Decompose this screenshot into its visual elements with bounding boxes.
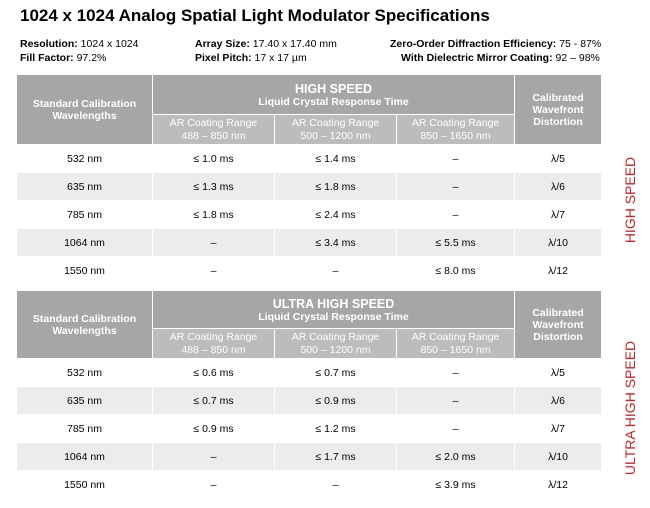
distortion-cell: λ/5: [515, 359, 602, 387]
response-cell: –: [153, 229, 275, 257]
response-cell: ≤ 8.0 ms: [397, 257, 515, 285]
table-row: [17, 387, 602, 415]
distortion-cell: λ/5: [515, 145, 602, 173]
distortion-cell: λ/10: [515, 229, 602, 257]
col-header-distortion: Calibrated Wavefront Distortion: [515, 291, 602, 359]
range-value: 488 – 850 nm: [181, 129, 246, 142]
pixel-pitch-value: 17 x 17 µm: [254, 52, 307, 64]
table-row: [17, 229, 602, 257]
range-header: [153, 115, 275, 145]
table-row: [17, 471, 602, 499]
group-header: [153, 291, 515, 329]
zero-order-label: Zero-Order Diffraction Efficiency:: [390, 38, 557, 50]
response-cell: ≤ 0.7 ms: [275, 359, 397, 387]
range-label: AR Coating Range: [169, 331, 258, 344]
distortion-cell: λ/6: [515, 173, 602, 201]
range-value: 500 – 1200 nm: [300, 343, 371, 356]
wavelength-cell: 635 nm: [17, 387, 153, 415]
range-label: AR Coating Range: [291, 331, 380, 344]
fill-factor-spec: [20, 52, 106, 64]
response-cell: –: [397, 201, 515, 229]
response-cell: –: [397, 387, 515, 415]
response-cell: ≤ 2.0 ms: [397, 443, 515, 471]
range-header: [397, 115, 515, 145]
high-speed-side-label: HIGH SPEED: [622, 156, 638, 244]
distortion-cell: λ/10: [515, 443, 602, 471]
dielectric-spec: [401, 52, 600, 64]
resolution-value: 1024 x 1024: [80, 38, 139, 50]
dielectric-label: With Dielectric Mirror Coating:: [401, 52, 553, 64]
response-cell: ≤ 1.0 ms: [153, 145, 275, 173]
col-header-wavelengths: Standard Calibration Wavelengths: [17, 75, 153, 145]
col-header-distortion: Calibrated Wavefront Distortion: [515, 75, 602, 145]
wavelength-cell: 785 nm: [17, 201, 153, 229]
group-subtitle: Liquid Crystal Response Time: [258, 95, 409, 108]
high-speed-table: [16, 74, 602, 285]
array-size-label: Array Size:: [195, 38, 250, 50]
table-row: [17, 173, 602, 201]
response-cell: ≤ 0.7 ms: [153, 387, 275, 415]
dielectric-value: 92 – 98%: [555, 52, 600, 64]
wavelength-cell: 1550 nm: [17, 471, 153, 499]
group-header: [153, 75, 515, 115]
range-value: 488 – 850 nm: [181, 343, 246, 356]
wavelength-cell: 1064 nm: [17, 443, 153, 471]
response-cell: –: [153, 257, 275, 285]
response-cell: ≤ 1.8 ms: [153, 201, 275, 229]
distortion-cell: λ/7: [515, 415, 602, 443]
response-cell: ≤ 1.3 ms: [153, 173, 275, 201]
fill-factor-label: Fill Factor:: [20, 52, 74, 64]
pixel-pitch-spec: [195, 52, 307, 64]
range-label: AR Coating Range: [169, 117, 258, 130]
table-row: [17, 359, 602, 387]
response-cell: –: [397, 415, 515, 443]
zero-order-spec: [390, 38, 601, 50]
response-cell: –: [397, 173, 515, 201]
range-label: AR Coating Range: [411, 117, 500, 130]
response-cell: ≤ 0.6 ms: [153, 359, 275, 387]
response-cell: –: [397, 359, 515, 387]
table-row: [17, 415, 602, 443]
group-title: ULTRA HIGH SPEED: [272, 296, 395, 311]
response-cell: –: [153, 443, 275, 471]
distortion-cell: λ/7: [515, 201, 602, 229]
range-label: AR Coating Range: [291, 117, 380, 130]
array-size-value: 17.40 x 17.40 mm: [252, 38, 337, 50]
range-header: [153, 329, 275, 359]
fill-factor-value: 97.2%: [76, 52, 107, 64]
distortion-cell: λ/12: [515, 257, 602, 285]
wavelength-cell: 532 nm: [17, 145, 153, 173]
resolution-spec: [20, 38, 138, 50]
wavelength-cell: 785 nm: [17, 415, 153, 443]
range-header: [275, 329, 397, 359]
wavelength-cell: 635 nm: [17, 173, 153, 201]
range-label: AR Coating Range: [411, 331, 500, 344]
zero-order-value: 75 - 87%: [559, 38, 602, 50]
table-row: [17, 145, 602, 173]
response-cell: ≤ 2.4 ms: [275, 201, 397, 229]
response-cell: ≤ 1.4 ms: [275, 145, 397, 173]
range-header: [275, 115, 397, 145]
distortion-cell: λ/12: [515, 471, 602, 499]
array-size-spec: [195, 38, 337, 50]
response-cell: –: [397, 145, 515, 173]
table-row: [17, 201, 602, 229]
group-subtitle: Liquid Crystal Response Time: [258, 310, 409, 323]
group-title: HIGH SPEED: [294, 81, 373, 96]
response-cell: ≤ 1.7 ms: [275, 443, 397, 471]
distortion-cell: λ/6: [515, 387, 602, 415]
table-row: [17, 443, 602, 471]
response-cell: –: [275, 471, 397, 499]
ultra-high-speed-table: [16, 290, 602, 499]
range-header: [397, 329, 515, 359]
response-cell: –: [275, 257, 397, 285]
response-cell: ≤ 3.9 ms: [397, 471, 515, 499]
wavelength-cell: 1550 nm: [17, 257, 153, 285]
response-cell: ≤ 1.8 ms: [275, 173, 397, 201]
response-cell: ≤ 0.9 ms: [153, 415, 275, 443]
wavelength-cell: 1064 nm: [17, 229, 153, 257]
response-cell: ≤ 0.9 ms: [275, 387, 397, 415]
ultra-high-speed-side-label: ULTRA HIGH SPEED: [622, 340, 638, 476]
table-row: [17, 257, 602, 285]
pixel-pitch-label: Pixel Pitch:: [195, 52, 252, 64]
response-cell: –: [153, 471, 275, 499]
response-cell: ≤ 3.4 ms: [275, 229, 397, 257]
response-cell: ≤ 5.5 ms: [397, 229, 515, 257]
page-title: 1024 x 1024 Analog Spatial Light Modulator Specifications: [20, 6, 490, 25]
response-cell: ≤ 1.2 ms: [275, 415, 397, 443]
col-header-wavelengths: Standard Calibration Wavelengths: [17, 291, 153, 359]
range-value: 850 – 1650 nm: [420, 129, 491, 142]
range-value: 850 – 1650 nm: [420, 343, 491, 356]
range-value: 500 – 1200 nm: [300, 129, 371, 142]
resolution-label: Resolution:: [20, 38, 78, 50]
wavelength-cell: 532 nm: [17, 359, 153, 387]
